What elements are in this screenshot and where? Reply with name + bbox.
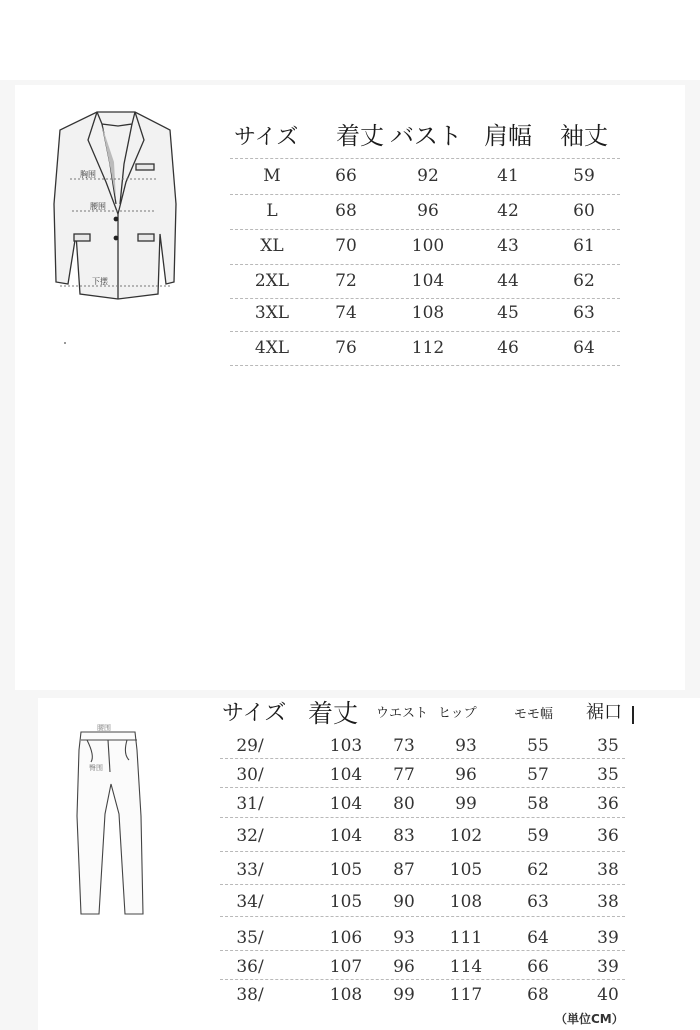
table-row <box>230 271 620 301</box>
row-rule <box>230 229 620 230</box>
length-cell: 106 <box>329 928 363 948</box>
chest-label: 胸围 <box>80 170 96 179</box>
size-cell: 33/ <box>236 860 264 880</box>
row-rule <box>230 264 620 265</box>
size-cell: 30/ <box>236 765 264 785</box>
waist-cell: 80 <box>393 794 415 814</box>
thigh-cell: 57 <box>527 765 549 785</box>
waist-cell: 77 <box>393 765 415 785</box>
hip-cell: 102 <box>449 826 483 846</box>
top-margin <box>0 0 700 80</box>
stray-dot <box>64 342 66 344</box>
size-cell: 4XL <box>254 338 290 358</box>
shoulder-cell: 41 <box>497 166 519 186</box>
bust-cell: 104 <box>411 271 445 291</box>
hem-cell: 36 <box>597 826 619 846</box>
jacket-header-size: サイズ <box>234 125 299 150</box>
thigh-cell: 58 <box>527 794 549 814</box>
sleeve-cell: 61 <box>573 236 595 256</box>
hem-cell: 35 <box>597 736 619 756</box>
pants-illustration <box>55 724 155 924</box>
length-cell: 103 <box>329 736 363 756</box>
jacket-header-length: 着丈 <box>336 122 384 150</box>
hem-cell: 38 <box>597 892 619 912</box>
length-cell: 76 <box>335 338 357 358</box>
hem-label: 下摆 <box>92 277 108 286</box>
length-cell: 74 <box>335 303 357 323</box>
hem-cell: 39 <box>597 928 619 948</box>
length-cell: 107 <box>329 957 363 977</box>
table-row <box>230 338 620 368</box>
unit-note: （単位CM） <box>555 1012 624 1026</box>
pants-header-thigh: モモ幅 <box>514 707 554 722</box>
row-rule <box>220 950 625 951</box>
hip-cell: 111 <box>449 928 483 948</box>
size-cell: 32/ <box>236 826 264 846</box>
bust-cell: 96 <box>417 201 439 221</box>
row-rule <box>220 884 625 885</box>
hem-cell: 36 <box>597 794 619 814</box>
length-cell: 66 <box>335 166 357 186</box>
pants-hip-label: 臀围 <box>89 764 103 772</box>
row-rule <box>220 758 625 759</box>
size-cell: 35/ <box>236 928 264 948</box>
sleeve-cell: 64 <box>573 338 595 358</box>
waist-cell: 90 <box>393 892 415 912</box>
table-row <box>220 957 625 987</box>
sleeve-cell: 63 <box>573 303 595 323</box>
thigh-cell: 59 <box>527 826 549 846</box>
pants-header-size: サイズ <box>222 701 287 726</box>
jacket-illustration <box>40 104 190 304</box>
hem-cell: 38 <box>597 860 619 880</box>
row-rule <box>220 817 625 818</box>
pants-waist-label: 腰围 <box>97 724 111 732</box>
table-row <box>220 794 625 824</box>
thigh-cell: 64 <box>527 928 549 948</box>
row-rule <box>230 331 620 332</box>
thigh-cell: 66 <box>527 957 549 977</box>
size-cell: L <box>266 201 278 221</box>
length-cell: 68 <box>335 201 357 221</box>
length-cell: 105 <box>329 892 363 912</box>
table-row <box>220 860 625 890</box>
hip-cell: 114 <box>449 957 483 977</box>
jacket-size-table <box>230 108 620 368</box>
row-rule <box>230 298 620 299</box>
thigh-cell: 55 <box>527 736 549 756</box>
shoulder-cell: 43 <box>497 236 519 256</box>
hem-cell: 40 <box>597 985 619 1005</box>
hip-cell: 108 <box>449 892 483 912</box>
pants-header-waist: ウエスト <box>376 706 429 721</box>
hip-cell: 105 <box>449 860 483 880</box>
sleeve-cell: 59 <box>573 166 595 186</box>
waist-cell: 83 <box>393 826 415 846</box>
bust-cell: 92 <box>417 166 439 186</box>
waist-cell: 96 <box>393 957 415 977</box>
shoulder-cell: 44 <box>497 271 519 291</box>
table-row <box>220 928 625 958</box>
row-rule <box>220 851 625 852</box>
shoulder-cell: 46 <box>497 338 519 358</box>
waist-cell: 93 <box>393 928 415 948</box>
pants-header-hem: 裾口 <box>586 702 622 723</box>
length-cell: 72 <box>335 271 357 291</box>
size-cell: 38/ <box>236 985 264 1005</box>
length-cell: 108 <box>329 985 363 1005</box>
sleeve-cell: 62 <box>573 271 595 291</box>
length-cell: 104 <box>329 794 363 814</box>
thigh-cell: 63 <box>527 892 549 912</box>
waist-cell: 87 <box>393 860 415 880</box>
jacket-header-sleeve: 袖丈 <box>560 122 608 150</box>
pants-header-length: 着丈 <box>308 699 359 728</box>
hip-cell: 99 <box>455 794 477 814</box>
hip-cell: 117 <box>449 985 483 1005</box>
jacket-header-bust: バスト <box>390 122 462 150</box>
length-cell: 105 <box>329 860 363 880</box>
header-divider-mark <box>632 706 634 724</box>
waist-cell: 99 <box>393 985 415 1005</box>
table-row <box>220 765 625 795</box>
table-row <box>230 236 620 266</box>
length-cell: 70 <box>335 236 357 256</box>
table-row <box>220 892 625 922</box>
shoulder-cell: 45 <box>497 303 519 323</box>
size-cell: 2XL <box>254 271 290 291</box>
size-cell: 31/ <box>236 794 264 814</box>
jacket-header-shoulder: 肩幅 <box>484 122 532 150</box>
bust-cell: 108 <box>411 303 445 323</box>
size-cell: 36/ <box>236 957 264 977</box>
table-row <box>220 736 625 766</box>
thigh-cell: 62 <box>527 860 549 880</box>
row-rule <box>230 194 620 195</box>
row-rule <box>230 365 620 366</box>
length-cell: 104 <box>329 765 363 785</box>
hem-cell: 35 <box>597 765 619 785</box>
table-row <box>230 201 620 231</box>
size-cell: XL <box>260 236 284 256</box>
length-cell: 104 <box>329 826 363 846</box>
hip-cell: 93 <box>455 736 477 756</box>
waist-label: 腰围 <box>90 202 106 211</box>
hem-cell: 39 <box>597 957 619 977</box>
bust-cell: 112 <box>411 338 445 358</box>
size-cell: M <box>263 166 281 186</box>
row-rule <box>220 916 625 917</box>
hip-cell: 96 <box>455 765 477 785</box>
table-row <box>230 303 620 333</box>
size-cell: 34/ <box>236 892 264 912</box>
pants-size-table <box>220 694 625 1010</box>
bust-cell: 100 <box>411 236 445 256</box>
sleeve-cell: 60 <box>573 201 595 221</box>
size-cell: 3XL <box>254 303 290 323</box>
thigh-cell: 68 <box>527 985 549 1005</box>
waist-cell: 73 <box>393 736 415 756</box>
row-rule <box>220 979 625 980</box>
row-rule <box>220 787 625 788</box>
table-row <box>230 166 620 196</box>
size-cell: 29/ <box>236 736 264 756</box>
pants-header-hip: ヒップ <box>438 706 477 721</box>
header-rule <box>230 158 620 159</box>
shoulder-cell: 42 <box>497 201 519 221</box>
